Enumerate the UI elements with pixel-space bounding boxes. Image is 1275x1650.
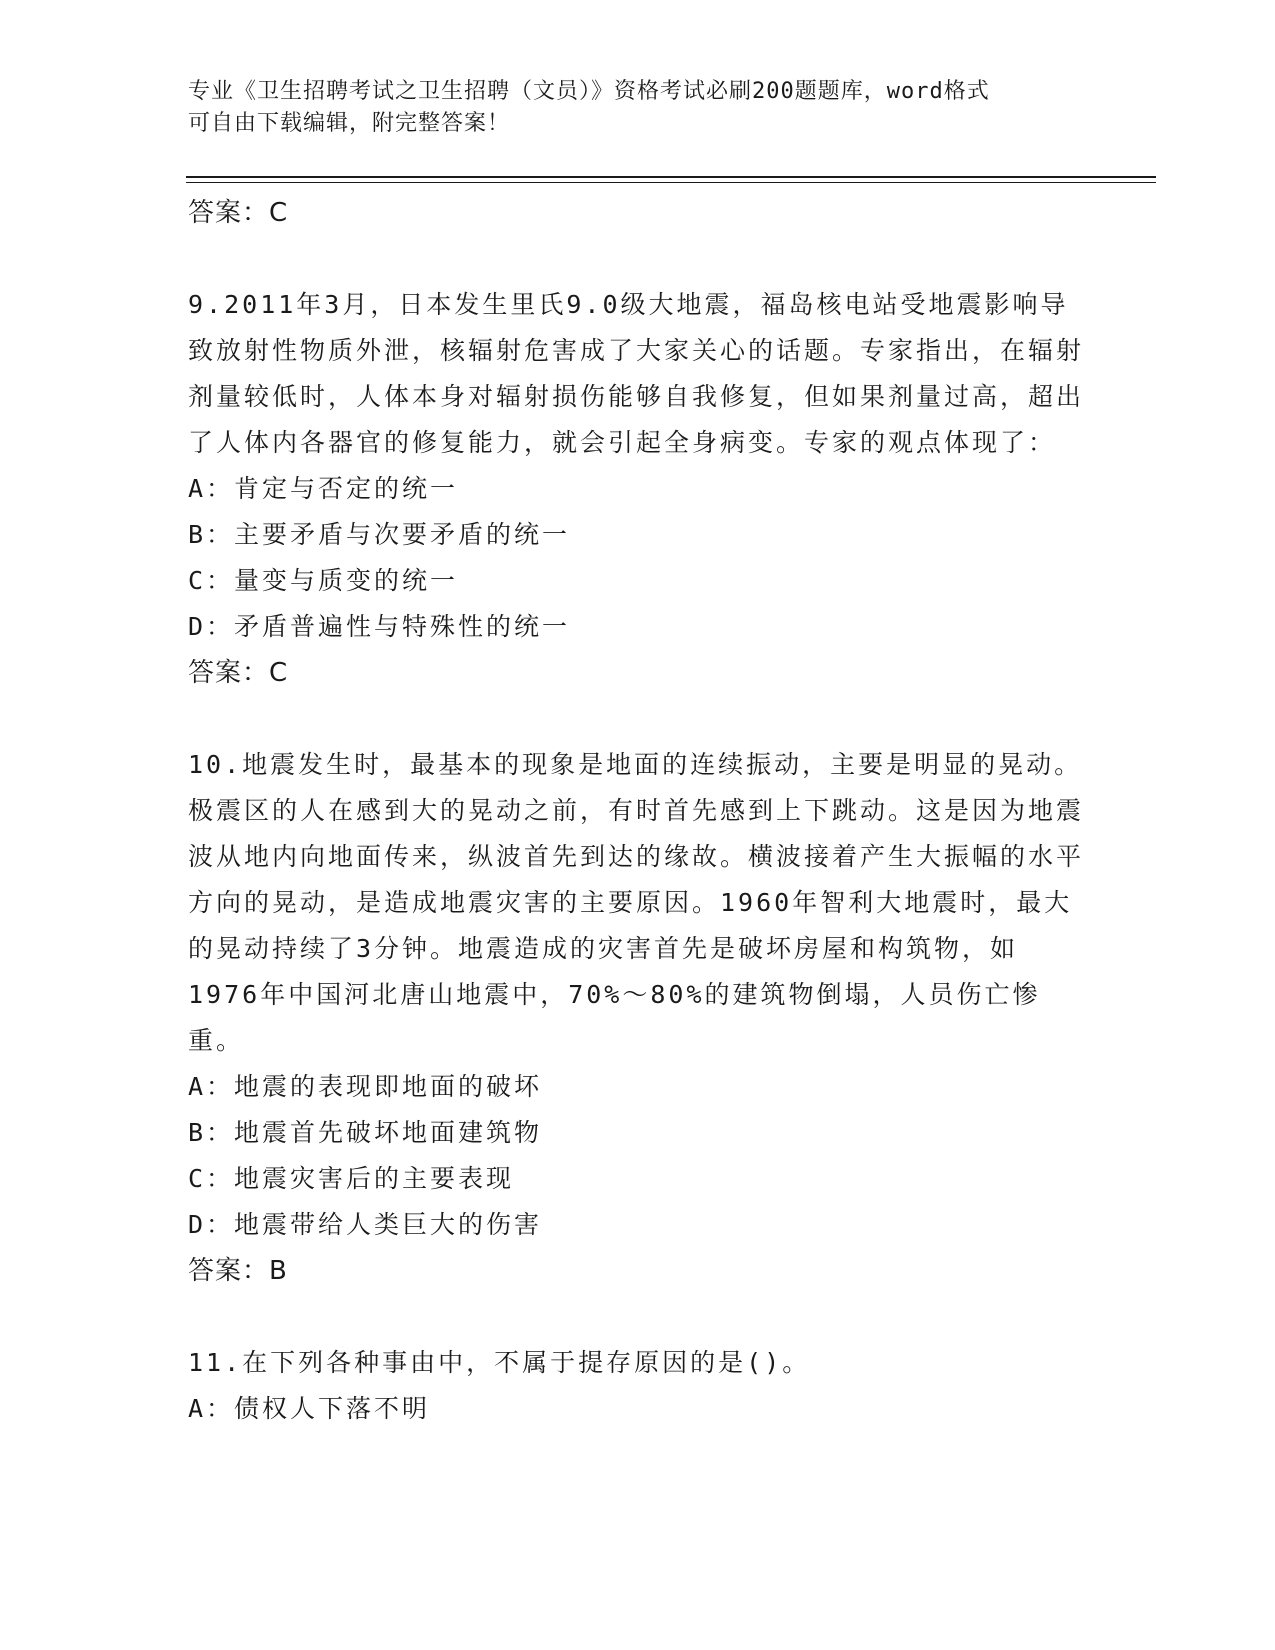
question-text: 11.在下列各种事由中，不属于提存原因的是()。 [188, 1348, 811, 1377]
header-rule-thin [186, 182, 1156, 183]
option-a: A：地震的表现即地面的破坏 [188, 1072, 543, 1101]
previous-answer: 答案：C [188, 198, 289, 228]
question-10 [188, 742, 1088, 1294]
option-b: B：地震首先破坏地面建筑物 [188, 1118, 543, 1147]
document-body [188, 190, 1088, 1432]
option-d: D：矛盾普遍性与特殊性的统一 [188, 612, 571, 641]
question-11 [188, 1340, 1088, 1432]
question-text: 9.2011年3月，日本发生里氏9.0级大地震，福岛核电站受地震影响导致放射性物质外泄，核辐射危害成了大家关心的话题。专家指出，在辐射剂量较低时，人体本身对辐射损伤能够自我修复，但如果剂量过高，超出了人体内各器官的修复能力，就会引起全身病变。专家的观点体现了： [188, 290, 1085, 457]
document-header [188, 76, 1088, 140]
question-answer: 答案：C [188, 658, 289, 688]
question-9 [188, 282, 1088, 696]
option-b: B：主要矛盾与次要矛盾的统一 [188, 520, 571, 549]
spacer [188, 1294, 1088, 1340]
header-line-2: 可自由下载编辑，附完整答案！ [188, 111, 511, 136]
option-c: C：地震灾害后的主要表现 [188, 1164, 515, 1193]
spacer [188, 236, 1088, 282]
question-text: 10.地震发生时，最基本的现象是地面的连续振动，主要是明显的晃动。极震区的人在感到大的晃动之前，有时首先感到上下跳动。这是因为地震波从地内向地面传来，纵波首先到达的缘故。横波接着产生大振幅的水平方向的晃动，是造成地震灾害的主要原因。1960年智利大地震时，最大的晃动持续了3分钟。地震造成的灾害首先是破坏房屋和构筑物，如1976年中国河北唐山地震中，70%～80%的建筑物倒塌，人员伤亡惨重。 [188, 750, 1085, 1055]
option-a: A：肯定与否定的统一 [188, 474, 459, 503]
header-line-1: 专业《卫生招聘考试之卫生招聘（文员）》资格考试必刷200题题库，word格式 [188, 79, 990, 104]
option-c: C：量变与质变的统一 [188, 566, 459, 595]
option-d: D：地震带给人类巨大的伤害 [188, 1210, 543, 1239]
option-a: A：债权人下落不明 [188, 1394, 431, 1423]
question-answer: 答案：B [188, 1256, 288, 1286]
header-rule-thick [186, 176, 1156, 178]
spacer [188, 696, 1088, 742]
